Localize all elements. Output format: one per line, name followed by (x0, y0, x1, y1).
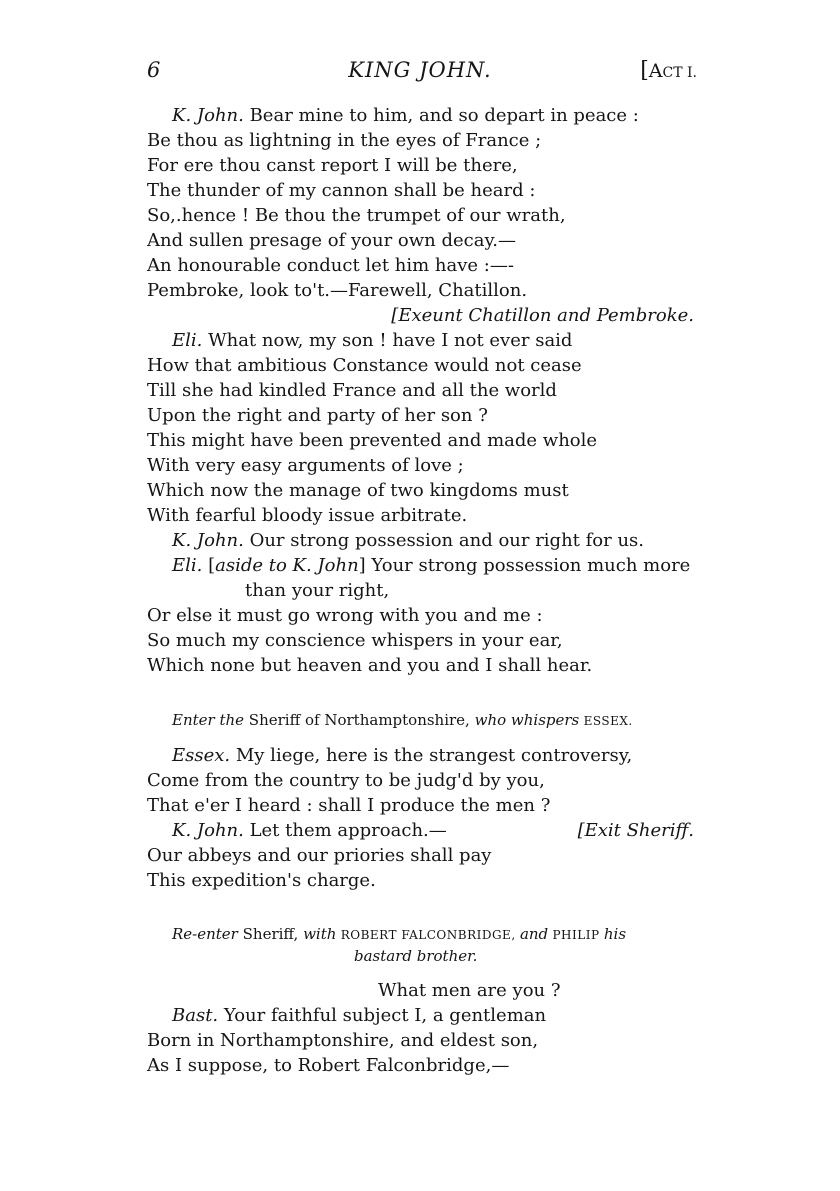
verse-line: This expedition's charge. (147, 870, 376, 891)
verse-line: Our abbeys and our priories shall pay (147, 845, 492, 866)
verse-line: Be thou as lightning in the eyes of France ; (147, 130, 542, 151)
page-number: 6 (147, 58, 161, 82)
verse-line: K. John. Our strong possession and our right for us. (172, 530, 645, 551)
verse-line: With very easy arguments of love ; (147, 455, 464, 476)
verse-line: An honourable conduct let him have :—- (147, 255, 514, 276)
aside-direction: aside to K. John (215, 555, 359, 576)
stage-direction-exeunt: [Exeunt Chatillon and Pembroke. (391, 305, 694, 326)
speaker-name: K. John. (172, 105, 244, 126)
stage-direction-reenter: Re-enter Sheriff, with ROBERT FALCONBRIDGE, and PHILIP his (172, 925, 627, 943)
stage-direction-reenter-continuation: bastard brother. (354, 947, 478, 965)
verse-line: The thunder of my cannon shall be heard : (147, 180, 536, 201)
verse-line: For ere thou canst report I will be there, (147, 155, 518, 176)
verse-line: So much my conscience whispers in your ear, (147, 630, 563, 651)
verse-line: Essex. My liege, here is the strangest controversy, (172, 745, 633, 766)
speaker-name: Essex. (172, 745, 231, 766)
running-header (0, 58, 840, 88)
verse-line: How that ambitious Constance would not cease (147, 355, 582, 376)
verse-line: As I suppose, to Robert Falconbridge,— (147, 1055, 510, 1076)
verse-line: K. John. Let them approach.— (172, 820, 447, 841)
speaker-name: Bast. (172, 1005, 219, 1026)
verse-line: So,.hence ! Be thou the trumpet of our wrath, (147, 205, 566, 226)
verse-line: Or else it must go wrong with you and me : (147, 605, 543, 626)
verse-line-half: What men are you ? (378, 980, 561, 1001)
verse-line: Come from the country to be judg'd by you, (147, 770, 545, 791)
stage-direction-exit: [Exit Sheriff. (577, 820, 694, 841)
speaker-name: K. John. (172, 820, 244, 841)
verse-line: Which now the manage of two kingdoms must (147, 480, 569, 501)
speaker-name: Eli. (172, 555, 203, 576)
verse-line: Born in Northamptonshire, and eldest son, (147, 1030, 539, 1051)
speaker-name: Eli. (172, 330, 203, 351)
stage-direction-enter: Enter the Sheriff of Northamptonshire, who whispers ESSEX. (172, 711, 633, 729)
verse-line: Pembroke, look to't.—Farewell, Chatillon. (147, 280, 528, 301)
verse-line: Which none but heaven and you and I shall hear. (147, 655, 593, 676)
verse-line: Upon the right and party of her son ? (147, 405, 488, 426)
verse-line: Eli. [aside to K. John] Your strong possession much more (172, 555, 691, 576)
verse-line: Eli. What now, my son ! have I not ever said (172, 330, 573, 351)
act-label: [ACT I. (640, 58, 697, 83)
verse-line: That e'er I heard : shall I produce the men ? (147, 795, 551, 816)
verse-line: This might have been prevented and made whole (147, 430, 598, 451)
verse-line: With fearful bloody issue arbitrate. (147, 505, 468, 526)
verse-line: Bast. Your faithful subject I, a gentleman (172, 1005, 547, 1026)
page-title: KING JOHN. (348, 58, 492, 82)
verse-line: K. John. Bear mine to him, and so depart in peace : (172, 105, 639, 126)
verse-line-continuation: than your right, (245, 580, 390, 601)
verse-line: Till she had kindled France and all the world (147, 380, 557, 401)
verse-line: And sullen presage of your own decay.— (147, 230, 516, 251)
speaker-name: K. John. (172, 530, 244, 551)
